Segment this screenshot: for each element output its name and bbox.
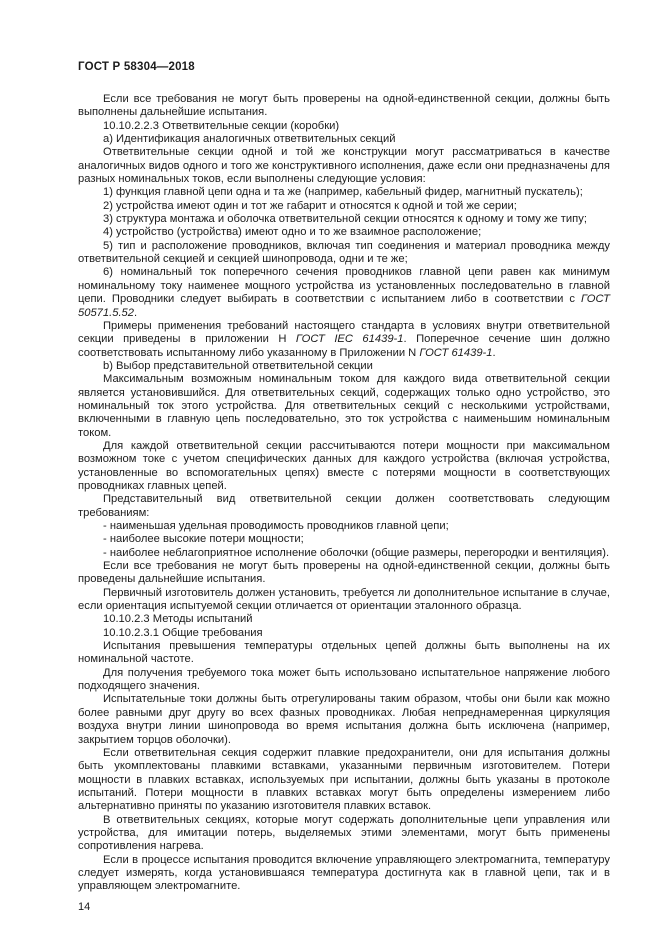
text-run: а) Идентификация аналогичных ответвительных секций <box>103 133 396 146</box>
text-run: Испытательные токи должны быть отрегулированы таким образом, чтобы они были как можно более равными друг другу во всех фазных проводниках. Любая непреднамеренная циркуляция воздуха внутри линии шинопровода во время испытания должна быть исключена (например, закрытием торцов оболочки). <box>78 693 610 746</box>
text-run: 4) устройство (устройства) имеют одно и то же взаимное расположение; <box>103 226 482 239</box>
document-body <box>78 93 610 894</box>
paragraph <box>78 587 610 614</box>
text-run: Если все требования не могут быть проверены на одной-единственной секции, должны быть проведены дальнейшие испытания. <box>78 560 610 586</box>
text-run: Максимальным возможным номинальным током для каждого вида ответвительной секции является установившийся. Для ответвительных секций, содержащих только одно устройство, это номинальный ток этого устройства. Для ответвительных секций с несколькими устройствами, включенными в главную цепь последовательно, это ток устройства с наименьшим номинальным током. <box>78 373 610 439</box>
text-run: - наименьшая удельная проводимость проводников главной цепи; <box>103 520 449 532</box>
paragraph <box>78 627 610 640</box>
text-run: b) Выбор представительной ответвительной секции <box>103 359 373 372</box>
paragraph <box>78 814 610 854</box>
paragraph <box>78 146 610 186</box>
document-header-title: ГОСТ Р 58304—2018 <box>78 61 195 73</box>
paragraph <box>78 226 610 239</box>
text-run: 10.10.2.3 Методы испытаний <box>103 613 253 626</box>
paragraph <box>78 133 610 146</box>
page-number: 14 <box>78 900 91 913</box>
text-run: Первичный изготовитель должен установить, требуется ли дополнительное испытание в случае, если ориентация испытуемой секции отличается от ориентации эталонного образца. <box>78 586 610 613</box>
text-run: . Поперечное сечение шин должно соответствовать испытанному либо указанному в Приложении N <box>78 333 610 359</box>
standard-reference: ГОСТ 61439-1 <box>419 346 493 359</box>
text-run: Если в процессе испытания проводится включение управляющего электромагнита, температуру следует измерять, когда установившаяся температура достигнута как в главной цепи, так и в управляющем электромагните. <box>78 853 610 893</box>
text-run: Для получения требуемого тока может быть использовано испытательное напряжение любого подходящего значения. <box>78 666 610 693</box>
text-run: 1) функция главной цепи одна и та же (например, кабельный фидер, магнитный пускатель); <box>103 186 583 199</box>
paragraph <box>78 240 610 267</box>
standard-reference: ГОСТ IEC 61439-1 <box>295 333 404 346</box>
text-run: - наиболее высокие потери мощности; <box>103 533 304 546</box>
paragraph <box>78 266 610 319</box>
text-run: . <box>492 346 496 359</box>
paragraph <box>78 320 610 360</box>
paragraph <box>78 520 610 533</box>
text-run: В ответвительных секциях, которые могут содержать дополнительные цепи управления или устройства, для имитации потерь, выделяемых этими элементами, могут быть применены сопротивления нагрева. <box>78 813 610 853</box>
paragraph <box>78 93 610 120</box>
paragraph <box>78 373 610 440</box>
paragraph <box>78 613 610 626</box>
text-run: - наиболее неблагоприятное исполнение оболочки (общие размеры, перегородки и вентиляция). <box>103 546 610 559</box>
paragraph <box>78 747 610 814</box>
text-run: Если все требования не могут быть проверены на одной-единственной секции, должны быть выполнены дальнейшие испытания. <box>78 93 610 119</box>
standard-reference: ГОСТ 50571.5.52 <box>78 293 610 319</box>
paragraph <box>78 854 610 894</box>
paragraph <box>78 360 610 373</box>
text-run: Представительный вид ответвительной секции должен соответствовать следующим требованиям: <box>78 493 610 519</box>
paragraph <box>78 640 610 667</box>
text-run: 6) номинальный ток поперечного сечения проводников главной цепи равен как минимум номинальному току наименее мощного устройства из установленных последовательно в главной цепи. Проводники следует выбирать в соответствии с испытанием либо в соответствии с <box>78 266 610 306</box>
paragraph <box>78 200 610 213</box>
paragraph <box>78 213 610 226</box>
text-run: 3) структура монтажа и оболочка ответвительной секции относятся к одному и тому же типу; <box>103 213 587 226</box>
text-run: . <box>134 306 138 319</box>
text-run: 10.10.2.3.1 Общие требования <box>103 626 263 639</box>
text-run: Для каждой ответвительной секции рассчитываются потери мощности при максимальном возможном токе с учетом специфических данных для каждого устройства (включая устройства, установленные во вспомогательных цепях) вместе с потерями мощности в соответствующих проводниках главных цепей. <box>78 439 610 492</box>
paragraph <box>78 560 610 587</box>
text-run: Испытания превышения температуры отдельных цепей должны быть выполнены на их номинальной частоте. <box>78 640 610 666</box>
paragraph <box>78 440 610 493</box>
text-run: 10.10.2.2.3 Ответвительные секции (коробки) <box>103 119 340 132</box>
paragraph <box>78 186 610 199</box>
paragraph <box>78 693 610 746</box>
text-run: Ответвительные секции одной и той же конструкции могут рассматриваться в качестве аналогичных видов одного и того же конструктивного исполнения, даже если они предназначены для разных номинальных токов, если выполнены следующие условия: <box>78 146 610 186</box>
text-run: 2) устройства имеют один и тот же габарит и относятся к одной и той же серии; <box>103 199 517 212</box>
paragraph <box>78 547 610 560</box>
paragraph <box>78 493 610 520</box>
text-run: Если ответвительная секция содержит плавкие предохранители, они для испытания должны быть укомплектованы плавкими вставками, указанными первичным изготовителем. Потери мощности в плавких вставках, используемых при испытании, должны быть указаны в протоколе испытаний. Потери мощности в плавких вставках могут быть определены измерением либо альтернативно приняты по указанию изготовителя плавких вставок. <box>78 746 610 813</box>
paragraph <box>78 533 610 546</box>
paragraph <box>78 120 610 133</box>
text-run: Примеры применения требований настоящего стандарта в условиях внутри ответвительной секции приведены в приложении Н <box>78 319 610 346</box>
text-run: 5) тип и расположение проводников, включая тип соединения и материал проводника между ответвительной секцией и секцией шинопровода, одни и те же; <box>78 239 610 266</box>
paragraph <box>78 667 610 694</box>
